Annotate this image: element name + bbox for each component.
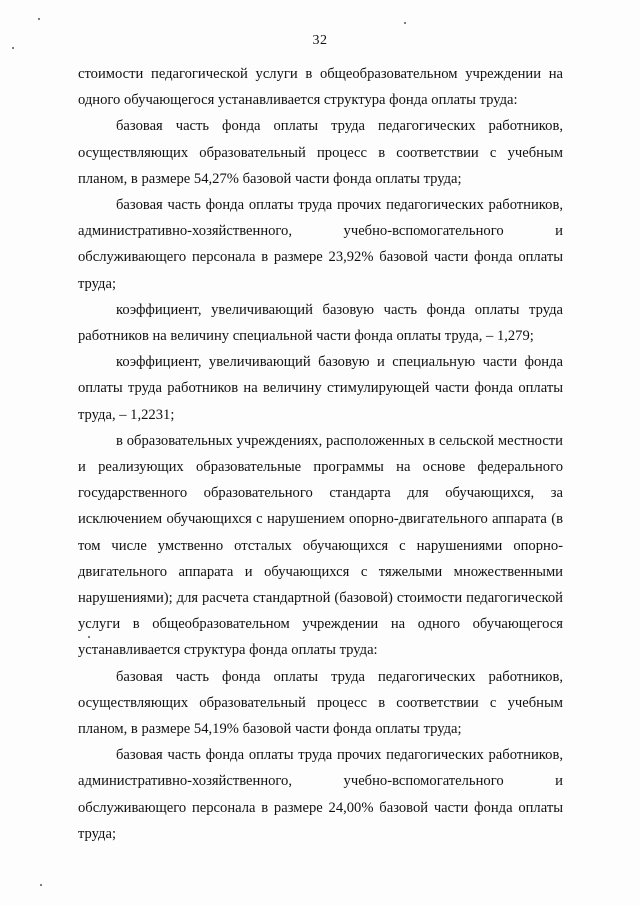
paragraph: коэффициент, увеличивающий базовую часть фонда оплаты труда работников на величину специальной части фонда оплаты труда, – 1,279; bbox=[78, 301, 563, 345]
document-body bbox=[78, 61, 563, 847]
scan-speck bbox=[404, 22, 406, 24]
scan-speck bbox=[12, 47, 14, 49]
paragraph: базовая часть фонда оплаты труда педагогических работников, осуществляющих образовательный процесс в соответствии с учебным планом, в размере 54,19% базовой части фонда оплаты труда; bbox=[78, 668, 563, 738]
paragraph: в образовательных учреждениях, расположенных в сельской местности и реализующих образовательные программы на основе федерального государственного образовательного стандарта для обучающихся, за исключением обучающихся с нарушением опорно-двигательного аппарата (в том числе умственно отсталых обучающихся с нарушениями опорно-двигательного аппарата и обучающихся с тяжелыми множественными нарушениями); для расчета стандартной (базовой) стоимости педагогической услуги в общеобразовательном учреждении на одного обучающегося устанавливается структура фонда оплаты труда: bbox=[78, 432, 563, 659]
page-number: 32 bbox=[312, 33, 328, 48]
scan-speck bbox=[38, 18, 40, 20]
scan-speck bbox=[88, 636, 90, 638]
scan-speck bbox=[40, 884, 42, 886]
paragraph: стоимости педагогической услуги в общеобразовательном учреждении на одного обучающегося устанавливается структура фонда оплаты труда: bbox=[78, 66, 563, 109]
paragraph: базовая часть фонда оплаты труда прочих педагогических работников, административно-хозяйственного, учебно-вспомогательного и обслуживающего персонала в размере 24,00% базовой части фонда оплаты труда; bbox=[78, 747, 563, 842]
paragraph: базовая часть фонда оплаты труда педагогических работников, осуществляющих образовательный процесс в соответствии с учебным планом, в размере 54,27% базовой части фонда оплаты труда; bbox=[78, 118, 563, 187]
paragraph: коэффициент, увеличивающий базовую и специальную части фонда оплаты труда работников на величину стимулирующей части фонда оплаты труда, – 1,2231; bbox=[78, 354, 563, 423]
paragraph: базовая часть фонда оплаты труда прочих педагогических работников, административно-хозяйственного, учебно-вспомогательного и обслуживающего персонала в размере 23,92% базовой части фонда оплаты труда; bbox=[78, 197, 563, 292]
